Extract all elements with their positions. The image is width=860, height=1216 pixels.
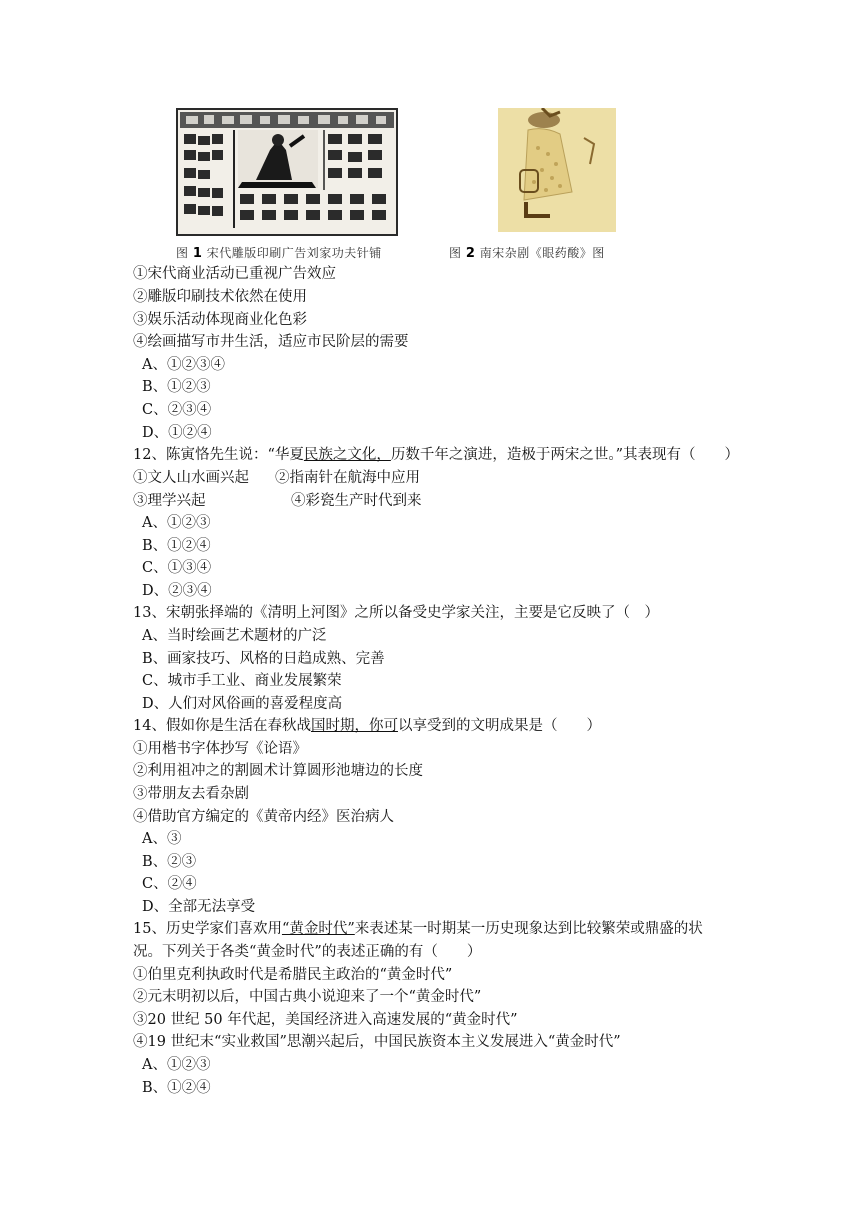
q14-stem-underlined: 国时期，你可 [310,718,398,734]
q12-statement-row [133,468,420,488]
q14-stem-text: 14、假如你是生活在春秋战 [133,718,311,734]
figure-1-caption-text: 宋代雕版印刷广告刘家功夫针铺 [206,246,382,260]
q15-statement: ①伯里克利执政时代是希腊民主政治的“黄金时代” [133,967,453,983]
q13-option: A、当时绘画艺术题材的广泛 [142,628,327,644]
q13-option: D、人们对风俗画的喜爱程度高 [142,696,343,712]
q11-option: B、①②③ [142,379,211,395]
q15-statement: ②元末明初以后，中国古典小说迎来了一个“黄金时代” [133,989,482,1005]
q11-option: A、①②③④ [142,357,225,373]
q15-option: B、①②④ [142,1080,211,1096]
q15-statement: ③20 世纪 50 年代起，美国经济进入高速发展的“黄金时代” [133,1012,518,1028]
q12-stem-text: 12、陈寅恪先生说：“华夏 [133,447,304,463]
q11-option: C、②③④ [142,402,212,418]
q14-option: A、③ [142,831,182,847]
q14-statement: ②利用祖冲之的割圆术计算圆形池塘边的长度 [133,763,423,779]
q12-option: D、②③④ [142,583,212,599]
q14-statement: ④借助官方编定的《黄帝内经》医治病人 [133,809,394,825]
q14-statement: ①用楷书字体抄写《论语》 [133,741,307,757]
figure-2-label: 图 [449,246,462,260]
woodblock-advertisement-image [176,108,398,236]
figure-1-number: 1 [192,246,203,261]
figure-2-caption-text: 南宋杂剧《眼药酸》图 [479,246,605,260]
q14-option: C、②④ [142,876,197,892]
q15-stem-continued: 况。下列关于各类“黄金时代”的表述正确的有（ ） [133,944,482,960]
q12-stem-text: 历数千年之演进，造极于两宋之世。”其表现有（ ） [390,447,740,463]
q15-statement: ④19 世纪末“实业救国”思潮兴起后，中国民族资本主义发展进入“黄金时代” [133,1034,621,1050]
figure-2-caption [449,244,605,261]
q12-statement: ④彩瓷生产时代到来 [291,493,422,509]
q11-statement: ②雕版印刷技术依然在使用 [133,289,307,305]
q14-stem-text: 以享受到的文明成果是（ ） [397,718,601,734]
q11-statement: ③娱乐活动体现商业化色彩 [133,312,307,328]
q11-statement: ①宋代商业活动已重视广告效应 [133,266,336,282]
q12-stem [133,445,739,465]
q15-stem [133,919,703,939]
q14-stem [133,716,601,736]
q12-option: B、①②④ [142,538,211,554]
q12-statement: ①文人山水画兴起 [133,470,249,486]
q12-statement-row [133,491,422,511]
q11-option: D、①②④ [142,425,212,441]
q12-option: C、①③④ [142,560,212,576]
q12-statement: ②指南针在航海中应用 [275,470,420,486]
q13-option: B、画家技巧、风格的日趋成熟、完善 [142,651,385,667]
q13-stem: 13、宋朝张择端的《清明上河图》之所以备受史学家关注，主要是它反映了（ ） [133,605,659,621]
woodblock-print-graphic [178,110,396,234]
painting-graphic [498,108,616,232]
q12-statement: ③理学兴起 [133,493,206,509]
q13-option: C、城市手工业、商业发展繁荣 [142,673,342,689]
figure-1-label: 图 [176,246,189,260]
q15-stem-underlined: “黄金时代” [281,921,355,937]
figure-2-number: 2 [465,246,476,261]
figure-1-caption [176,244,382,261]
q11-statement: ④绘画描写市井生活，适应市民阶层的需要 [133,334,409,350]
q14-option: D、全部无法享受 [142,899,256,915]
q15-stem-text: 15、历史学家们喜欢用 [133,921,282,937]
q12-stem-underlined: 民族之文化， [303,447,391,463]
zaju-painting-image [498,108,616,232]
q14-statement: ③带朋友去看杂剧 [133,786,249,802]
q12-option: A、①②③ [142,515,211,531]
q15-stem-text: 来表述某一时期某一历史现象达到比较繁荣或鼎盛的状 [354,921,703,937]
q15-option: A、①②③ [142,1057,211,1073]
q14-option: B、②③ [142,854,197,870]
